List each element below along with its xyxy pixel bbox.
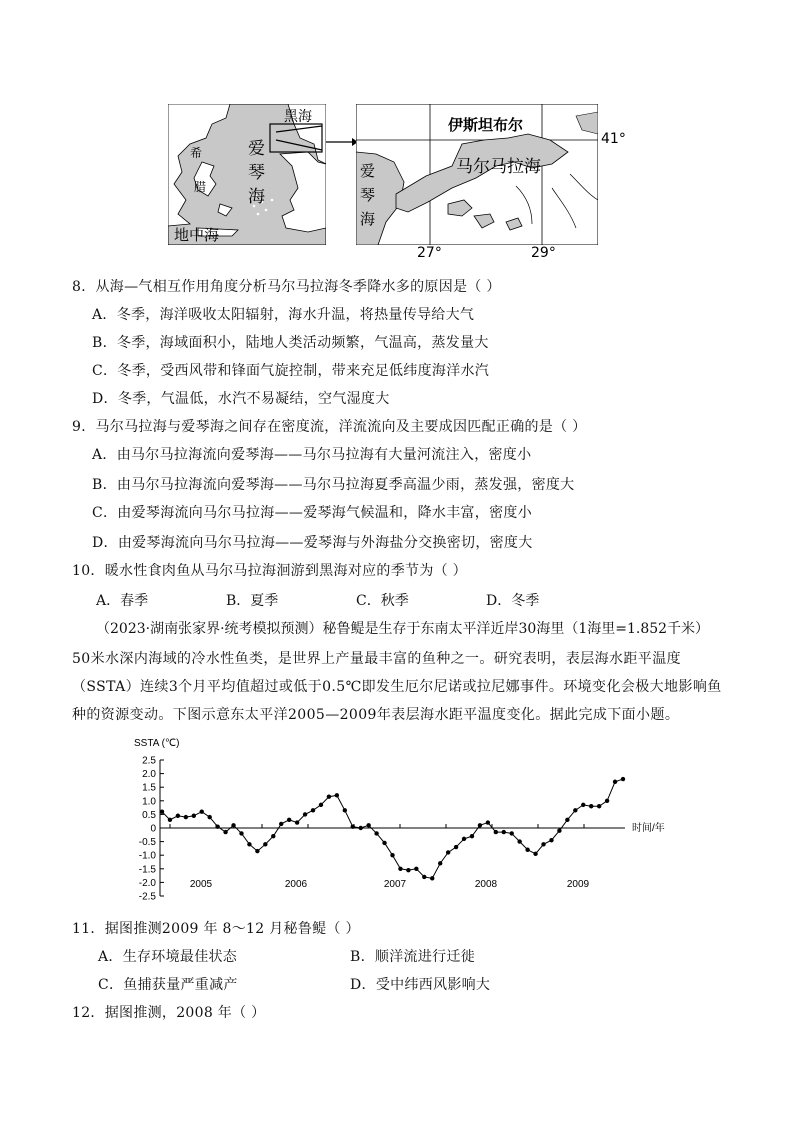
longitude-label-29: 29° [531, 245, 556, 261]
chart-y-axis-label: SSTA (℃) [134, 738, 180, 749]
longitude-label-27: 27° [417, 245, 442, 261]
chart-y-tick-label: 1.0 [142, 796, 156, 808]
question-11-option-d[interactable]: D．受中纬西风影响大 [350, 977, 491, 993]
passage-line-3: （SSTA）连续3个月平均值超过或低于0.5℃即发生厄尔尼诺或拉尼娜事件。环境变化会极大地影响鱼 [72, 679, 722, 695]
chart-data-point [366, 823, 370, 827]
question-9-option-b[interactable]: B．由马尔马拉海流向爱琴海——马尔马拉海夏季高温少雨，蒸发强，密度大 [92, 477, 575, 493]
chart-data-point [525, 848, 529, 852]
question-9-option-d[interactable]: D．由爱琴海流向马尔马拉海——爱琴海与外海盐分交换密切，密度大 [92, 535, 533, 551]
chart-data-point [374, 831, 378, 835]
chart-data-point [303, 812, 307, 816]
chart-data-point [605, 799, 609, 803]
question-11-stem: 11．据图推测2009 年 8～12 月秘鲁鳀（ ） [72, 921, 360, 937]
chart-data-point [263, 842, 267, 846]
chart-data-point [549, 838, 553, 842]
chart-data-point [430, 876, 434, 880]
chart-data-point [176, 814, 180, 818]
chart-data-point [406, 868, 410, 872]
chart-data-point [510, 831, 514, 835]
chart-data-point [279, 822, 283, 826]
chart-data-point [335, 793, 339, 797]
chart-data-point [446, 850, 450, 854]
chart-y-tick-label: 2.0 [142, 769, 156, 781]
chart-data-point [207, 815, 211, 819]
chart-data-point [390, 853, 394, 857]
aegean-label-1: 爱 [248, 139, 265, 159]
chart-data-point [295, 820, 299, 824]
chart-x-axis-label: 时间/年 [632, 823, 665, 834]
question-11-option-a[interactable]: A．生存环境最佳状态 [98, 949, 238, 965]
chart-data-point [215, 824, 219, 828]
chart-data-point [319, 803, 323, 807]
chart-data-point [168, 818, 172, 822]
chart-data-point [398, 867, 402, 871]
chart-data-point [255, 849, 259, 853]
chart-data-point [581, 803, 585, 807]
aegean-region-map [168, 104, 326, 245]
question-10-option-a[interactable]: A．春季 [96, 593, 149, 609]
chart-data-point [438, 861, 442, 865]
aegean-label-2: 琴 [248, 163, 265, 183]
chart-data-point [359, 826, 363, 830]
passage-line-2: 50米水深内海域的冷水性鱼类，是世界上产量最丰富的鱼种之一。研究表明，表层海水距平温度 [72, 651, 682, 667]
latitude-label: 41° [601, 131, 626, 147]
question-9-stem: 9．马尔马拉海与爱琴海之间存在密度流，洋流流向及主要成因匹配正确的是（ ） [72, 419, 587, 435]
chart-data-point [239, 831, 243, 835]
passage-line-4: 种的资源变动。下图示意东太平洋2005—2009年表层海水距平温度变化。据此完成下面小题。 [72, 707, 680, 723]
question-8-option-b[interactable]: B．冬季，海域面积小，陆地人类活动频繁，气温高，蒸发量大 [92, 335, 489, 351]
chart-y-tick-label: 0 [150, 823, 156, 835]
chart-x-tick-label: 2008 [474, 879, 498, 890]
chart-data-point [311, 808, 315, 812]
chart-data-point [327, 795, 331, 799]
aegean-right-label-3: 海 [360, 210, 376, 228]
zoom-arrow-icon [326, 134, 358, 150]
chart-data-point [231, 823, 235, 827]
chart-data-point [160, 809, 164, 813]
chart-data-point [184, 815, 188, 819]
question-10-option-d[interactable]: D．冬季 [486, 593, 540, 609]
chart-data-point [573, 808, 577, 812]
question-11-option-c[interactable]: C．鱼捕获量严重减产 [98, 977, 238, 993]
question-10-stem: 10．暖水性食肉鱼从马尔马拉海洄游到黑海对应的季节为（ ） [72, 563, 467, 579]
chart-data-point [565, 818, 569, 822]
chart-x-tick-label: 2005 [189, 879, 213, 890]
marmara-sea-label: 马尔马拉海 [456, 157, 541, 177]
aegean-label-3: 海 [248, 187, 265, 207]
chart-data-point [557, 829, 561, 833]
chart-data-point [486, 820, 490, 824]
chart-data-point [494, 830, 498, 834]
question-10-option-c[interactable]: C．秋季 [356, 593, 409, 609]
question-8-option-d[interactable]: D．冬季，气温低，水汽不易凝结，空气湿度大 [92, 391, 390, 407]
chart-data-point [502, 830, 506, 834]
chart-data-point [533, 852, 537, 856]
chart-data-point [613, 780, 617, 784]
marmara-sea-map [356, 104, 598, 245]
question-9-option-c[interactable]: C．由爱琴海流向马尔马拉海——爱琴海气候温和，降水丰富，密度小 [92, 505, 533, 521]
chart-y-tick-label: -0.5 [138, 837, 156, 849]
chart-y-tick-label: -1.5 [138, 864, 156, 876]
greece-label-2: 腊 [194, 180, 207, 194]
question-10-option-b[interactable]: B．夏季 [226, 593, 279, 609]
chart-data-point [343, 808, 347, 812]
chart-data-point [223, 830, 227, 834]
question-12-stem: 12．据图推测，2008 年（ ） [72, 1005, 266, 1021]
chart-x-tick-label: 2006 [284, 879, 308, 890]
question-8-stem: 8．从海—气相互作用角度分析马尔马拉海冬季降水多的原因是（ ） [72, 279, 501, 295]
chart-data-point [414, 867, 418, 871]
chart-y-tick-label: -2.0 [138, 877, 156, 889]
ssta-line-chart [120, 732, 700, 904]
chart-data-point [589, 804, 593, 808]
chart-data-point [541, 842, 545, 846]
black-sea-label: 黑海 [284, 109, 312, 125]
chart-data-point [454, 845, 458, 849]
chart-data-point [287, 818, 291, 822]
chart-data-point [271, 834, 275, 838]
chart-data-point [597, 804, 601, 808]
chart-y-tick-label: -2.5 [138, 891, 156, 903]
chart-y-tick-label: 2.5 [142, 755, 156, 767]
chart-y-tick-label: 0.5 [142, 809, 156, 821]
chart-data-point [462, 837, 466, 841]
question-11-option-b[interactable]: B．顺洋流进行迁徙 [350, 949, 475, 965]
chart-x-tick-label: 2007 [383, 879, 407, 890]
question-8-option-c[interactable]: C．冬季，受西风带和锋面气旋控制，带来充足低纬度海洋水汽 [92, 363, 490, 379]
chart-data-point [422, 875, 426, 879]
greece-label-1: 希 [190, 146, 203, 160]
chart-data-point [478, 823, 482, 827]
chart-x-tick-label: 2009 [566, 879, 590, 890]
chart-series-line [162, 779, 623, 878]
chart-data-point [192, 814, 196, 818]
chart-data-point [382, 841, 386, 845]
chart-data-point [470, 834, 474, 838]
question-8-option-a[interactable]: A．冬季，海洋吸收太阳辐射，海水升温，将热量传导给大气 [92, 307, 475, 323]
chart-data-point [200, 809, 204, 813]
aegean-right-label-1: 爱 [360, 162, 376, 180]
chart-data-point [351, 824, 355, 828]
mediterranean-label: 地中海 [174, 226, 220, 244]
istanbul-label: 伊斯坦布尔 [448, 116, 524, 134]
chart-y-tick-label: 1.5 [142, 782, 156, 794]
chart-data-point [621, 777, 625, 781]
aegean-right-label-2: 琴 [360, 186, 376, 204]
chart-data-point [517, 839, 521, 843]
chart-y-tick-label: -1.0 [138, 850, 156, 862]
chart-data-point [247, 842, 251, 846]
passage-line-1: （2023·湖南张家界·统考模拟预测）秘鲁鳀是生存于东南太平洋近岸30海里（1海里=1.852千米） [96, 621, 710, 637]
question-9-option-a[interactable]: A．由马尔马拉海流向爱琴海——马尔马拉海有大量河流注入，密度小 [92, 447, 532, 463]
